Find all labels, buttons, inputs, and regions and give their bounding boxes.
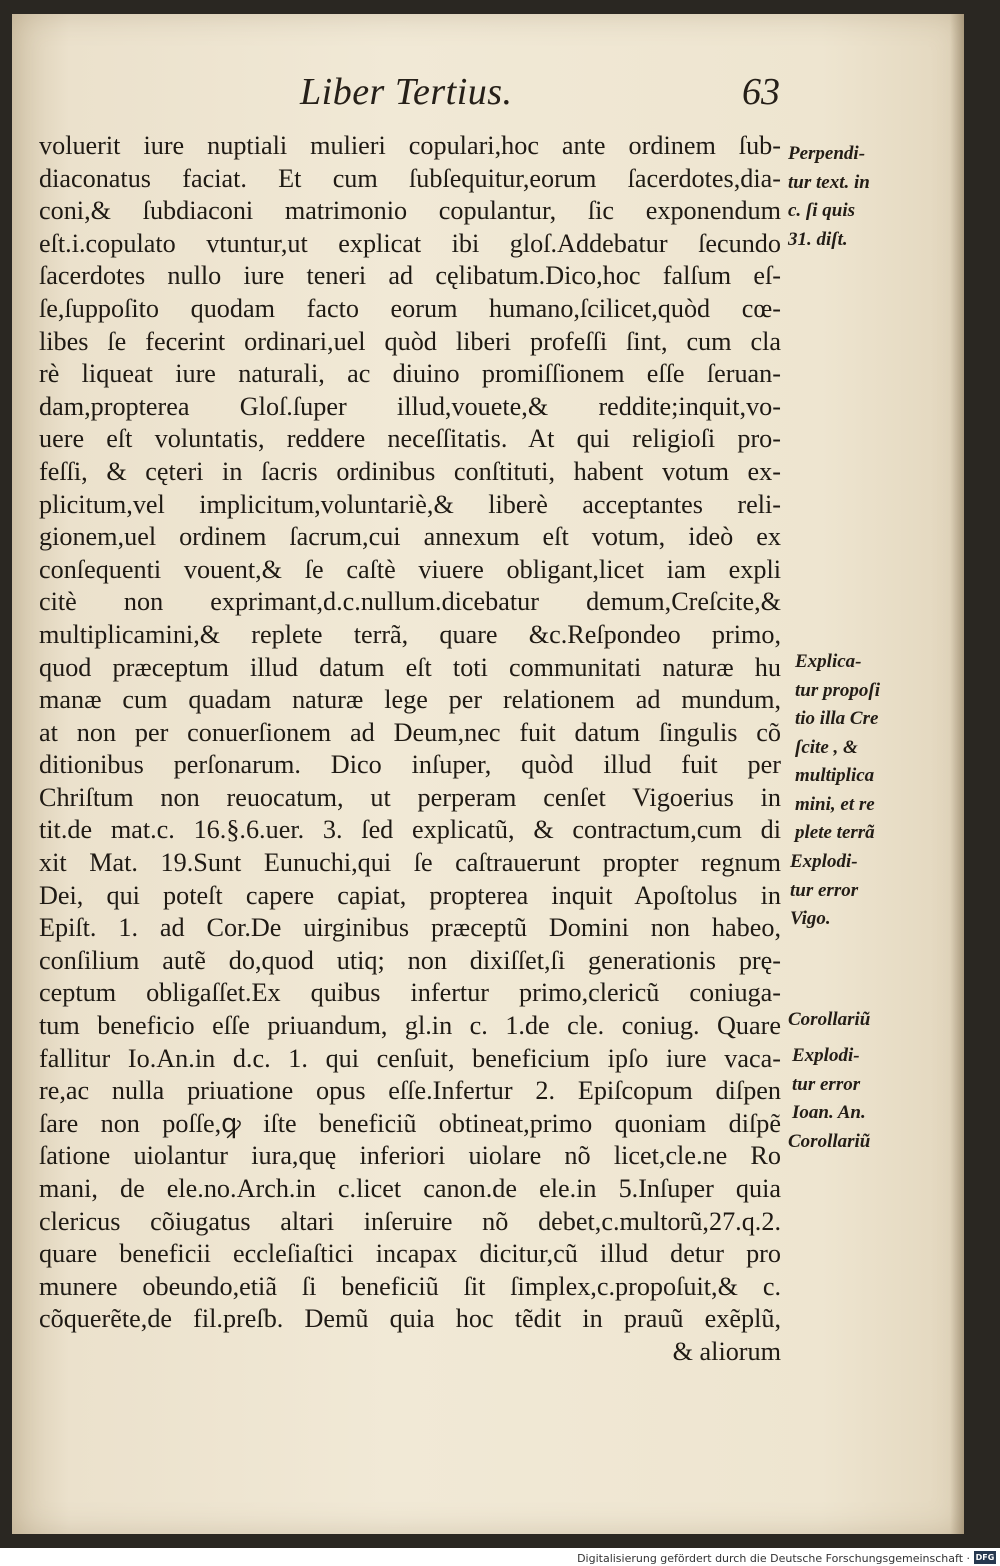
text-line: xit Mat. 19.Sunt Eunuchi,qui ſe caſtrauerunt propter regnum [39, 848, 781, 878]
body-text [39, 130, 781, 1369]
text-line: cõquerẽte,de fil.preſb. Demũ quia hoc tẽdit in prauũ exẽplũ, [39, 1304, 781, 1334]
text-line: feſſi, & cęteri in ſacris ordinibus conſtituti, habent votum ex- [39, 456, 781, 486]
margin-note-line: tur error [792, 1073, 861, 1095]
footer-bar [0, 1548, 1000, 1566]
text-line: gionem,uel ordinem ſacrum,cui annexum eſt votum, ideò ex [39, 522, 781, 552]
text-line: plicitum,vel implicitum,voluntariè,& liberè acceptantes reli- [39, 489, 781, 519]
text-line: coni,& ſubdiaconi matrimonio copulantur, ſic exponendum [39, 196, 781, 226]
margin-note-line: 31. diſt. [788, 228, 848, 250]
text-line: quod præceptum illud datum eſt toti communitati naturæ hu [39, 652, 781, 682]
dfg-logo: DFG [975, 1553, 995, 1562]
margin-note-line: Perpendi- [788, 143, 866, 164]
margin-note-line: Ioan. An. [792, 1102, 866, 1123]
margin-note [788, 1006, 896, 1035]
text-line: rè liqueat iure naturali, ac diuino promiſſionem eſſe ſeruan- [39, 359, 781, 389]
text-line: eſt.i.copulato vtuntur,ut explicat ibi gloſ.Addebatur ſecundo [39, 228, 781, 258]
text-line: munere obeundo,etiã ſi beneficiũ ſit ſimplex,c.propoſuit,& c. [39, 1271, 781, 1301]
text-line: ditionibus perſonarum. Dico inſuper, quòd illud fuit per [39, 750, 781, 780]
text-line: mani, de ele.no.Arch.in c.licet canon.de ele.in 5.Inſuper quia [39, 1174, 781, 1203]
text-line: conſilium autẽ do,quod utiq; non dixiſſet,ſi generationis prę- [39, 945, 781, 975]
margin-note-line: tur text. in [788, 171, 870, 193]
text-line: diaconatus faciat. Et cum ſubſequitur,eorum ſacerdotes,dia- [39, 163, 781, 193]
margin-note [790, 848, 898, 934]
margin-note [788, 140, 896, 254]
margin-note-line: mini, et re [795, 793, 875, 815]
text-line: manæ cum quadam naturæ lege per relationem ad mundum, [39, 685, 781, 715]
text-line: fallitur Io.An.in d.c. 1. qui cenſuit, beneficium ipſo iure vaca- [39, 1043, 781, 1073]
text-line: conſequenti vouent,& ſe caſtè viuere obligant,licet iam expli [39, 554, 781, 584]
running-head [300, 70, 780, 120]
text-line: & aliorum [672, 1336, 781, 1366]
text-line: dam,propterea Gloſ.ſuper illud,vouete,& reddite;inquit,vo- [39, 391, 781, 421]
text-line: quare beneficii eccleſiaſtici incapax dicitur,cũ illud detur pro [39, 1239, 781, 1269]
text-line: tum beneficio eſſe priuandum, gl.in c. 1.de cle. coniug. Quare [39, 1011, 781, 1041]
margin-note-line: Explodi- [792, 1045, 860, 1066]
margin-note-line: Vigo. [790, 908, 831, 929]
text-line: ſe,ſuppoſito quodam facto eorum humano,ſcilicet,quòd cœ- [39, 293, 781, 323]
margin-note-line: c. ſi quis [788, 200, 856, 221]
margin-note-line: tur error [790, 879, 859, 901]
text-line: Chriſtum non reuocatum, ut perperam cenſet Vigoerius in [39, 782, 781, 812]
margin-note-line: Explodi- [790, 851, 858, 872]
page-number: 63 [742, 71, 780, 113]
text-line: ceptum obligaſſet.Ex quibus infertur primo,clericũ coniuga- [39, 978, 781, 1008]
text-line: at non per conuerſionem ad Deum,nec fuit datum ſingulis cõ [39, 717, 781, 747]
text-line: citè non exprimant,d.c.nullum.dicebatur demum,Creſcite,& [39, 587, 781, 617]
text-line: clericus cõiugatus altari inſeruire nõ debet,c.multorũ,27.q.2. [39, 1206, 781, 1236]
text-line: multiplicamini,& replete terrã, quare &c.Reſpondeo primo, [39, 619, 781, 649]
margin-note-line: Corollariũ [788, 1131, 871, 1152]
margin-note-line: tur propoſi [795, 679, 880, 701]
text-line: re,ac nulla priuatione opus eſſe.Infertur 2. Epiſcopum diſpen [39, 1076, 781, 1106]
margin-note-line: Explica- [795, 651, 862, 672]
margin-note-line: ſcite , & [795, 736, 858, 758]
margin-note [795, 648, 903, 848]
margin-note [792, 1042, 900, 1128]
margin-note-line: Corollariũ [788, 1009, 871, 1030]
text-line: tit.de mat.c. 16.§.6.uer. 3. ſed explicatũ, & contractum,cum di [39, 815, 781, 845]
margin-note-line: plete terrã [795, 822, 875, 843]
text-line: ſare non poſſe,ꝙ iſte beneficiũ obtineat,primo quoniam diſpẽ [39, 1108, 781, 1138]
page-edge-shadow [950, 14, 964, 1534]
margin-note-line: multiplica [795, 765, 875, 786]
margin-note [788, 1128, 896, 1157]
text-line: ſacerdotes nullo iure teneri ad cęlibatum.Dico,hoc falſum eſ- [39, 261, 781, 291]
text-line: libes ſe fecerint ordinari,uel quòd liberi profeſſi ſint, cum cla [39, 326, 781, 356]
margin-note-line: tio illa Cre [795, 708, 879, 729]
footer-credit: Digitalisierung gefördert durch die Deutsche Forschungsgemeinschaft · [577, 1552, 970, 1565]
text-line: uere eſt voluntatis, reddere neceſſitatis. At qui religioſi pro- [39, 424, 781, 454]
text-line: Dei, qui poteſt capere capiat, propterea inquit Apoſtolus in [39, 880, 781, 910]
text-line: ſatione uiolantur iura,quę inferiori uiolare nõ licet,cle.ne Ro [39, 1141, 781, 1171]
text-line: Epiſt. 1. ad Cor.De uirginibus præceptũ Domini non habeo, [39, 913, 781, 943]
text-line: voluerit iure nuptiali mulieri copulari,hoc ante ordinem ſub- [39, 131, 781, 160]
running-title: Liber Tertius. [300, 71, 513, 113]
